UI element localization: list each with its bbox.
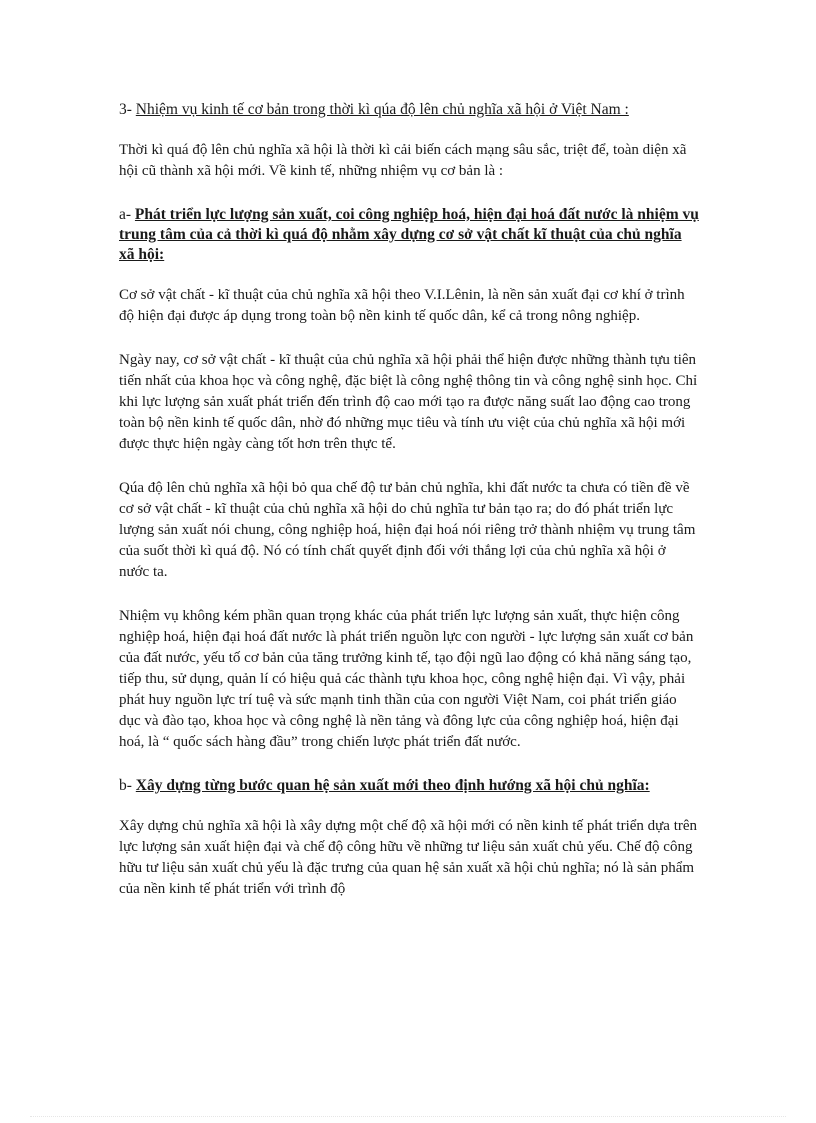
heading-number: b- <box>119 777 136 794</box>
intro-paragraph: Thời kì quá độ lên chủ nghĩa xã hội là thời kì cải biến cách mạng sâu sắc, triệt để, toàn diện xã hội cũ thành xã hội mới. Về kinh tế, những nhiệm vụ cơ bản là : <box>119 142 687 179</box>
paragraph: Ngày nay, cơ sở vật chất - kĩ thuật của chủ nghĩa xã hội phải thể hiện được những thành tựu tiên tiến nhất của khoa học và công nghệ, đặc biệt là công nghệ thông tin và công nghệ sinh học. Chỉ khi lực lượng sản xuất phát triển đến trình độ cao mới tạo ra được năng suất lao động cao trong toàn bộ nền kinh tế quốc dân, nhờ đó những mục tiêu và tính ưu việt của chủ nghĩa xã hội mới được thực hiện ngày càng tốt hơn trên thực tế. <box>119 352 698 452</box>
paragraph: Cơ sở vật chất - kĩ thuật của chủ nghĩa xã hội theo V.I.Lênin, là nền sản xuất đại cơ khí ở trình độ hiện đại được áp dụng trong toàn bộ nền kinh tế quốc dân, kể cả trong nông nghiệp. <box>119 287 685 324</box>
heading-title: Phát triển lực lượng sản xuất, coi công nghiệp hoá, hiện đại hoá đất nước là nhiệm vụ trung tâm của cả thời kì quá độ nhằm xây dựng cơ sở vật chất kĩ thuật của chủ nghĩa xã hội: <box>119 206 699 263</box>
heading-title: Nhiệm vụ kinh tế cơ bản trong thời kì qúa độ lên chủ nghĩa xã hội ở Việt Nam : <box>135 101 629 118</box>
section-heading-a <box>119 205 699 265</box>
section-heading-3 <box>119 100 699 120</box>
heading-number: a- <box>119 206 135 223</box>
heading-number: 3- <box>119 101 136 118</box>
document-body <box>119 100 699 923</box>
paragraph: Xây dựng chủ nghĩa xã hội là xây dựng một chế độ xã hội mới có nền kinh tế phát triển dựa trên lực lượng sản xuất hiện đại và chế độ công hữu về những tư liệu sản xuất chủ yếu. Chế độ công hữu tư liệu sản xuất chủ yếu là đặc trưng của quan hệ sản xuất xã hội chủ nghĩa; nó là sản phẩm của nền kinh tế phát triển với trình độ <box>119 818 698 897</box>
heading-title: Xây dựng từng bước quan hệ sản xuất mới theo định hướng xã hội chủ nghĩa: <box>135 777 650 794</box>
paragraph: Nhiệm vụ không kém phần quan trọng khác của phát triển lực lượng sản xuất, thực hiện công nghiệp hoá, hiện đại hoá đất nước là phát triển nguồn lực con người - lực lượng sản xuất cơ bản của đất nước, yếu tố cơ bản của tăng trưởng kinh tế, tạo đội ngũ lao động có khả năng sáng tạo, tiếp thu, sử dụng, quản lí có hiệu quả các thành tựu khoa học, công nghệ hiện đại. Vì vậy, phải phát huy nguồn lực trí tuệ và sức mạnh tinh thần của con người Việt Nam, coi phát triển giáo dục và đào tạo, khoa học và công nghệ là nền tảng và đông lực của công nghiệp hoá, hiện đại hoá, là “ quốc sách hàng đầu” trong chiến lược phát triển đất nước. <box>119 608 694 750</box>
page-bottom-rule <box>30 1116 786 1117</box>
section-heading-b <box>119 776 699 796</box>
paragraph: Qúa độ lên chủ nghĩa xã hội bỏ qua chế độ tư bản chủ nghĩa, khi đất nước ta chưa có tiền đề về cơ sở vật chất - kĩ thuật của chủ nghĩa xã hội do chủ nghĩa tư bản tạo ra; do đó phát triển lực lượng sản xuất nói chung, công nghiệp hoá, hiện đại hoá nói riêng trở thành nhiệm vụ trung tâm của suốt thời kì quá độ. Nó có tính chất quyết định đối với thắng lợi của chủ nghĩa xã hội ở nước ta. <box>119 480 696 580</box>
